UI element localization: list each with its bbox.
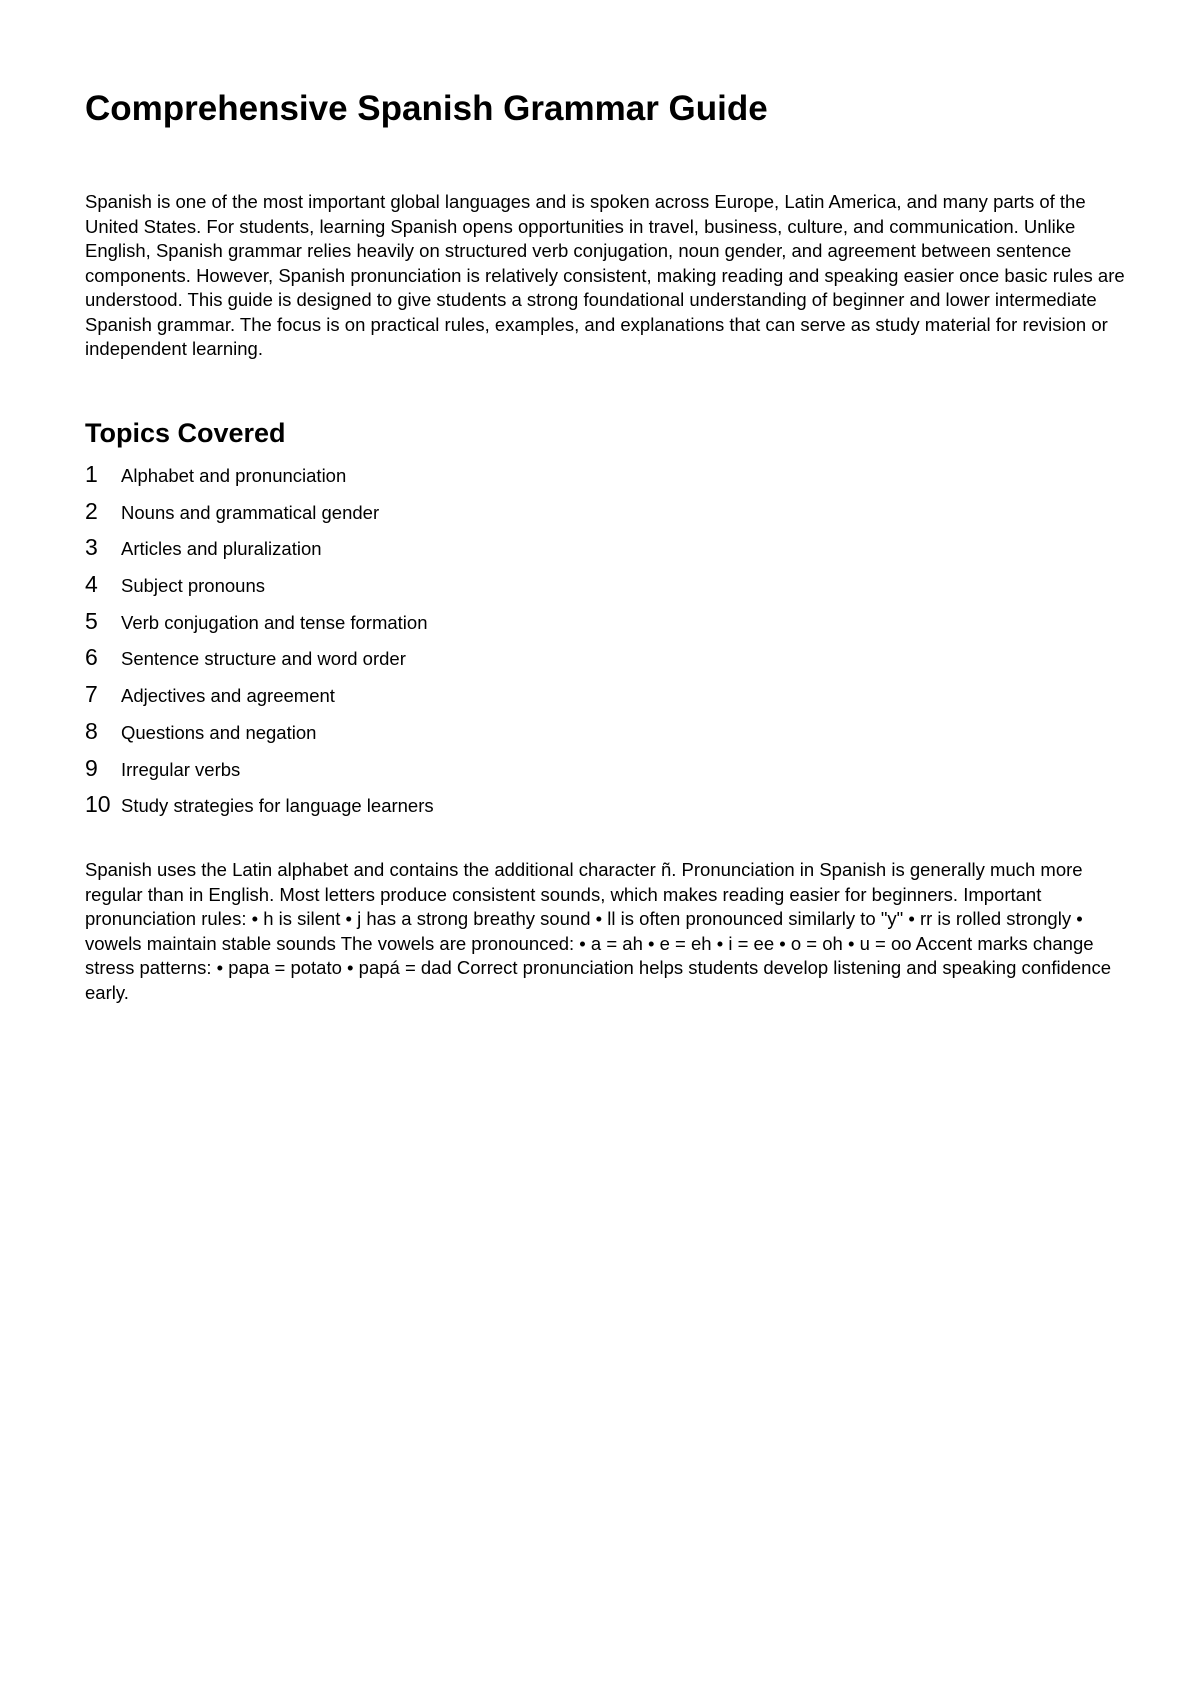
list-item-number: 10	[85, 791, 111, 818]
list-item-number: 2	[85, 497, 98, 524]
list-item	[85, 682, 434, 719]
document-title: Comprehensive Spanish Grammar Guide	[85, 89, 768, 128]
list-item-number: 9	[85, 754, 98, 781]
list-item-label: Articles and pluralization	[121, 538, 322, 560]
list-item-label: Alphabet and pronunciation	[121, 465, 347, 486]
list-item-number: 6	[85, 644, 98, 671]
list-item	[85, 645, 434, 682]
list-item	[85, 462, 434, 499]
list-item-label: Subject pronouns	[121, 575, 265, 597]
list-item	[85, 535, 434, 572]
intro-paragraph: Spanish is one of the most important global languages and is spoken across Europe, Latin America, and many parts of the United States. For students, learning Spanish opens opportunities in travel, business, culture, and communication. Unlike English, Spanish grammar relies heavily on structured verb conjugation, noun gender, and agreement between sentence components. However, Spanish pronunciation is relatively consistent, making reading and speaking easier once basic rules are understood. This guide is designed to give students a strong foundational understanding of beginner and lower intermediate Spanish grammar. The focus is on practical rules, examples, and explanations that can serve as study material for revision or independent learning.	[85, 191, 1125, 359]
list-item-label: Questions and negation	[121, 721, 317, 743]
list-item-label: Sentence structure and word order	[121, 648, 406, 670]
list-item	[85, 792, 434, 829]
list-item-label: Adjectives and agreement	[121, 685, 335, 707]
list-item	[85, 609, 434, 646]
list-item-label: Irregular verbs	[121, 758, 241, 780]
list-item	[85, 756, 434, 793]
list-item-label: Nouns and grammatical gender	[121, 501, 380, 523]
list-item	[85, 719, 434, 756]
list-item-number: 3	[85, 534, 98, 561]
list-item-number: 8	[85, 717, 98, 744]
list-item	[85, 572, 434, 609]
list-item	[85, 499, 434, 536]
list-item-number: 5	[85, 607, 98, 634]
topics-heading: Topics Covered	[85, 418, 286, 448]
list-item-number: 1	[85, 461, 98, 487]
list-item-label: Study strategies for language learners	[121, 795, 434, 817]
list-item-number: 7	[85, 681, 98, 708]
list-item-number: 4	[85, 571, 98, 598]
topics-list	[85, 462, 434, 829]
pronunciation-paragraph: Spanish uses the Latin alphabet and contains the additional character ñ. Pronunciation in Spanish is generally much more regular than in English. Most letters produce consistent sounds, which makes reading easier for beginners. Important pronunciation rules: • h is silent • j has a strong breathy sound • ll is often pronounced similarly to "y" • rr is rolled strongly • vowels maintain stable sounds The vowels are pronounced: • a = ah • e = eh • i = ee • o = oh • u = oo Accent marks change stress patterns: • papa = potato • papá = dad Correct pronunciation helps students develop listening and speaking confidence early.	[85, 859, 1111, 1003]
list-item-label: Verb conjugation and tense formation	[121, 611, 428, 633]
